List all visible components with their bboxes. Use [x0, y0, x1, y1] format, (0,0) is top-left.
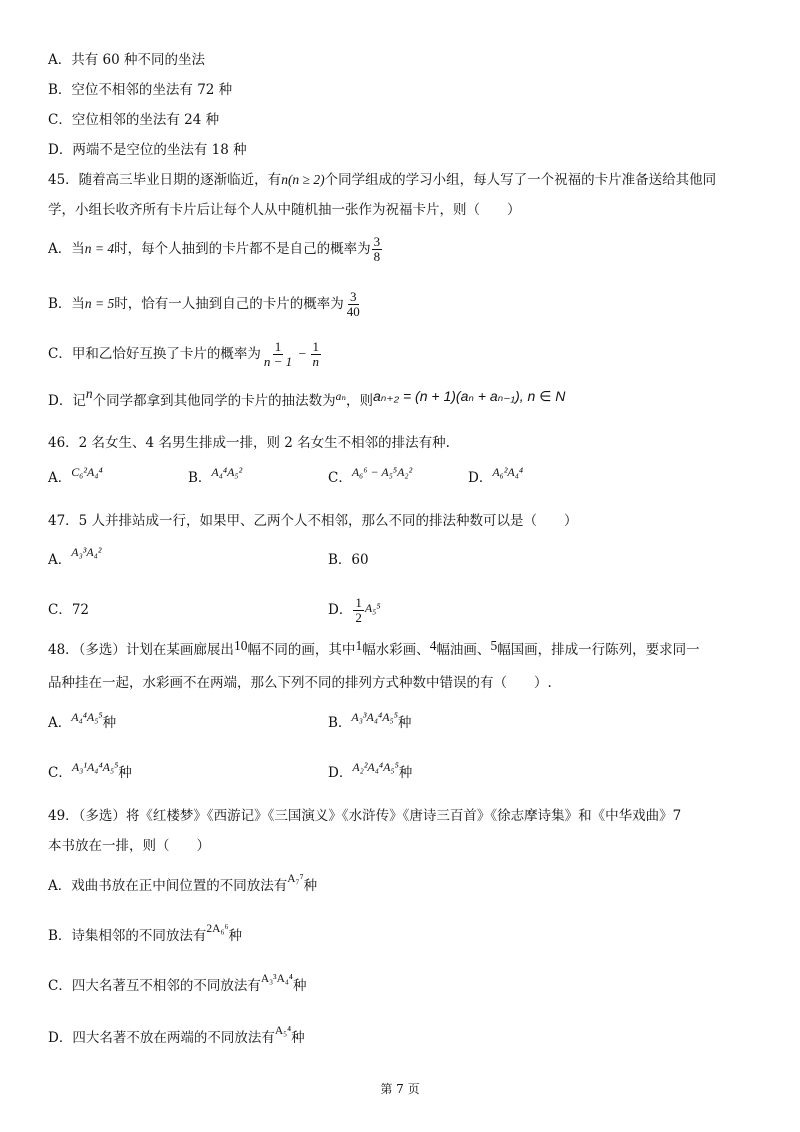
q45-a-text: A．当: [48, 241, 85, 257]
q44-option-b: B．空位不相邻的坐法有 72 种: [48, 82, 233, 98]
q45-stem-math: n(n ≥ 2): [281, 172, 325, 187]
q45-c-fraction-1: $\frac{1}{n - 1}$: [263, 339, 293, 369]
q49-stem-line1: 49．（多选）将《红楼梦》《西游记》《三国演义》《水浒传》《唐诗三百首》《徐志摩诗集》和《中华戏曲》7: [48, 808, 682, 824]
q45-a-text-end: 时，每个人抽到的卡片都不是自己的概率为: [114, 241, 371, 257]
q45-stem-line2: 学，小组长收齐所有卡片后让每个人从中随机抽一张作为祝福卡片，则（ ）: [48, 202, 521, 218]
q48-a-expr: A₄⁴A₅⁵: [71, 710, 103, 724]
q49-option-d: D．四大名著不放在两端的不同放法有A₅⁴种: [48, 1025, 305, 1046]
q45-stem-text-end: 个同学组成的学习小组，每人写了一个祝福的卡片准备送给其他同: [324, 172, 717, 188]
q45-c-text: C．甲和乙恰好互换了卡片的概率为: [48, 346, 261, 362]
page-number: 第 7 页: [380, 1082, 420, 1096]
q45-d-then: ，则: [346, 393, 373, 409]
q47-option-c: C．72: [48, 602, 90, 618]
q45-a-fraction: $\frac{3}{8}$: [373, 234, 381, 264]
q46-c-expr: A₆⁶ − A₅⁵A₂²: [351, 465, 413, 479]
q45-option-c: [48, 340, 322, 369]
q47-d-fraction: $\frac{1}{2}$: [355, 595, 362, 625]
q49-option-c: C．四大名著互不相邻的不同放法有A₃³A₄⁴种: [48, 973, 307, 994]
q48-stem-line2: 品种挂在一起，水彩画不在两端，那么下列不同的排列方式种数中错误的有（ ）.: [48, 675, 552, 691]
q47-stem: 47．5 人并排站成一行，如果甲、乙两个人不相邻，那么不同的排法种数可以是（ ）: [48, 513, 578, 529]
q49-option-a: A．戏曲书放在正中间位置的不同放法有A₇⁷种: [48, 873, 318, 894]
q49-stem-line2: 本书放在一排，则（ ）: [48, 838, 210, 854]
q49-d-expr: A₅⁴: [274, 1025, 292, 1037]
q45-stem-line1: [48, 170, 716, 190]
q46-b-expr: A₄⁴A₅²: [211, 465, 243, 479]
q46-stem: 46．2 名女生、4 名男生排成一排，则 2 名女生不相邻的排法有种.: [48, 435, 450, 451]
q47-d-expr: A₅⁵: [364, 601, 381, 615]
q49-c-expr: A₃³A₄⁴: [260, 973, 293, 985]
q45-d-n: n: [85, 386, 93, 401]
q49-b-expr: 2A₆⁶: [206, 923, 229, 935]
q45-d-text-mid: 个同学都拿到其他同学的卡片的抽法数为: [92, 393, 336, 409]
q45-d-recurrence-formula: aₙ₊₂ = (n + 1)(aₙ + aₙ₋₁), n ∈ N: [373, 388, 566, 404]
q47-a-expr: A₃³A₄²: [71, 545, 102, 559]
q45-b-math: n = 5: [84, 296, 115, 311]
q48-d-expr: A₂²A₄⁴A₅⁵: [352, 760, 399, 774]
q44-option-c: C．空位相邻的坐法有 24 种: [48, 112, 220, 128]
q47-option-d: D． $\frac{1}{2}$ A₅⁵: [328, 595, 381, 625]
q47-option-b: B．60: [328, 552, 369, 568]
q45-b-fraction: $\frac{3}{40}$: [346, 289, 360, 319]
q45-c-minus: −: [295, 346, 310, 361]
q45-d-an: aₙ: [335, 391, 346, 403]
q45-b-text-end: 时，恰有一人抽到自己的卡片的概率为: [114, 296, 344, 312]
q46-d-expr: A₆²A₄⁴: [492, 465, 524, 479]
q45-c-fraction-2: $\frac{1}{n}$: [312, 339, 319, 369]
q48-option-c: C．A₃¹A₄⁴A₅⁵种: [48, 760, 132, 781]
q49-option-b: B．诗集相邻的不同放法有2A₆⁶种: [48, 923, 242, 944]
q48-b-expr: A₃³A₄⁴A₅⁵: [351, 710, 398, 724]
q46-a-expr: C₆²A₄⁴: [71, 465, 103, 479]
q48-option-b: B．A₃³A₄⁴A₅⁵种: [328, 710, 412, 731]
q47-option-a: A．A₃³A₄²: [48, 545, 102, 568]
q46-option-d: D．A₆²A₄⁴: [468, 465, 524, 486]
q48-option-a: A．A₄⁴A₅⁵种: [48, 710, 117, 731]
q45-a-math: n = 4: [84, 241, 115, 256]
q45-option-b: [48, 290, 363, 319]
q48-option-d: D．A₂²A₄⁴A₅⁵种: [328, 760, 413, 781]
q46-option-b: B．A₄⁴A₅²: [188, 465, 243, 486]
q44-option-a: A．共有 60 种不同的坐法: [48, 52, 206, 68]
q45-option-a: [48, 235, 383, 264]
q49-a-expr: A₇⁷: [287, 873, 304, 885]
q48-c-expr: A₃¹A₄⁴A₅⁵: [71, 760, 119, 774]
q45-d-text: D．记: [48, 393, 86, 409]
q45-stem-text: 45．随着高三毕业日期的逐渐临近，有: [48, 172, 282, 188]
q48-stem-line1: 48．（多选）计划在某画廊展出10幅不同的画，其中1幅水彩画、4幅油画、5幅国画，排成一行陈列，要求同一: [48, 638, 700, 658]
q46-option-c: C．A₆⁶ − A₅⁵A₂²: [328, 465, 413, 486]
q46-option-a: A．C₆²A₄⁴: [48, 465, 103, 486]
q45-b-text: B．当: [48, 296, 85, 312]
q44-option-d: D．两端不是空位的坐法有 18 种: [48, 142, 247, 158]
q45-option-d: [48, 386, 566, 412]
